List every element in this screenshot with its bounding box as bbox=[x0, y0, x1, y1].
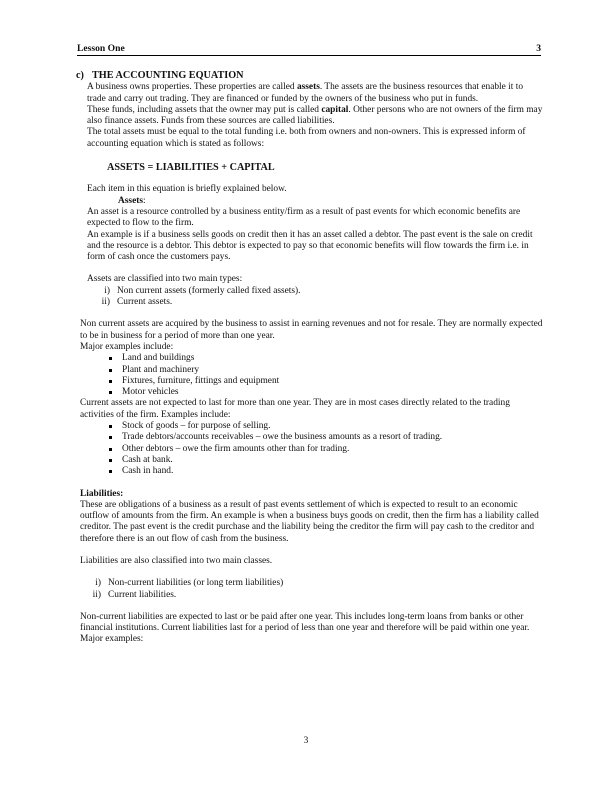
accounting-equation: ASSETS = LIABILITIES + CAPITAL bbox=[107, 162, 275, 174]
assets-paragraph: An example is if a business sells goods on credit then it has an asset called a debtor. The past event is the sale on credit and the resource is a debtor. This debtor is expected to pay so that economic benefits will flow towards the firm i.e. in form of cash once the customers pays. bbox=[87, 229, 533, 263]
explain-line: Each item in this equation is briefly explained below. bbox=[87, 184, 287, 195]
intro-paragraph: These funds, including assets that the owner may put is called capital. Other persons who are not owners of the firm may also finance assets. Funds from these sources are called liabilities. bbox=[87, 104, 543, 127]
noncurrent-examples-list bbox=[80, 353, 544, 398]
current-assets-paragraph: Current assets are not expected to last for more than one year. They are in most cases directly related to the trading activities of the firm. Examples include: bbox=[80, 398, 510, 420]
liability-types-list bbox=[80, 578, 544, 601]
running-header bbox=[77, 43, 541, 56]
liabilities-classified-line: Liabilities are also classified into two main classes. bbox=[80, 555, 273, 566]
page-number: 3 bbox=[303, 736, 309, 746]
section-title bbox=[76, 70, 544, 81]
header-page-number: 3 bbox=[536, 43, 541, 54]
noncurrent-liabilities-paragraph: Non-current liabilities are expected to last or be paid after one year. This includes long-term loans from banks or other financial institutions. Current liabilities last for a period of less than one year and therefore will be paid within one year. Major examples: bbox=[80, 611, 530, 645]
list-item: Cash at bank. bbox=[107, 455, 544, 466]
list-item: Cash in hand. bbox=[107, 466, 544, 477]
liabilities-paragraph: These are obligations of a business as a result of past events settlement of which is expected to result to an economic outflow of amounts from the firm. An example is when a business buys goods on credit, then the firm has a liability called creditor. The past event is the credit purchase and the liability being the creditor the firm will pay cash to the creditor and therefore there is an out flow of cash from the business. bbox=[80, 499, 539, 544]
major-examples-line: Major examples include: bbox=[80, 341, 174, 352]
noncurrent-assets-block bbox=[76, 319, 544, 645]
assets-classified-line: Assets are classified into two main types: bbox=[87, 274, 243, 285]
intro-paragraph: A business owns properties. These properties are called assets. The assets are the business resources that enable it to trade and carry out trading. They are financed or funded by the owners of the business who put in funds. bbox=[87, 82, 524, 104]
section-label: c) bbox=[76, 70, 84, 81]
intro-block bbox=[76, 82, 544, 150]
list-item: i) Non current assets (formerly called fixed assets). bbox=[104, 285, 301, 296]
list-item: ii) Current liabilities. bbox=[92, 589, 177, 600]
list-item: Motor vehicles bbox=[107, 387, 544, 398]
list-item: Other debtors – owe the firm amounts other than for trading. bbox=[107, 444, 544, 455]
list-item: Land and buildings bbox=[107, 353, 544, 364]
current-examples-list bbox=[80, 421, 544, 477]
list-item: i) Non-current liabilities (or long term liabilities) bbox=[95, 578, 284, 589]
liabilities-heading: Liabilities: bbox=[80, 488, 124, 499]
asset-types-list bbox=[87, 286, 544, 309]
assets-heading: Assets: bbox=[118, 195, 146, 206]
list-item: Plant and machinery bbox=[107, 365, 544, 376]
page-content bbox=[76, 70, 544, 646]
intro-paragraph: The total assets must be equal to the total funding i.e. both from owners and non-owners. This is expressed inform of accounting equation which is stated as follows: bbox=[87, 127, 526, 149]
assets-block bbox=[76, 184, 544, 308]
noncurrent-paragraph: Non current assets are acquired by the business to assist in earning revenues and not for resale. They are normally expected to be in business for a period of more than one year. bbox=[80, 319, 543, 341]
header-lesson: Lesson One bbox=[77, 43, 125, 54]
list-item: Trade debtors/accounts receivables – owe the business amounts as a resort of trading. bbox=[107, 432, 544, 443]
assets-paragraph: An asset is a resource controlled by a business entity/firm as a result of past events for which economic benefits are expected to flow to the firm. bbox=[87, 206, 521, 229]
list-item: Fixtures, furniture, fittings and equipment bbox=[107, 376, 544, 387]
list-item: ii) Current assets. bbox=[101, 297, 173, 308]
section-title-text: THE ACCOUNTING EQUATION bbox=[92, 70, 244, 81]
list-item: Stock of goods – for purpose of selling. bbox=[107, 421, 544, 432]
